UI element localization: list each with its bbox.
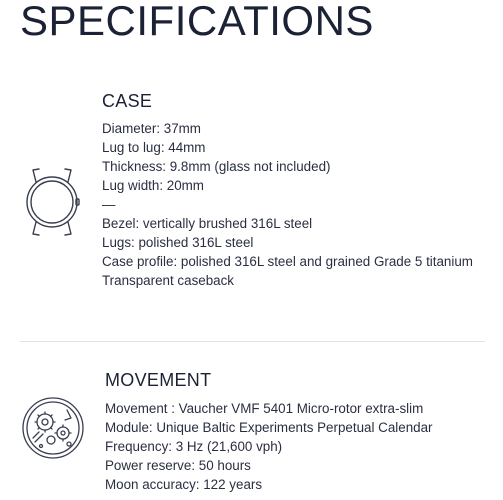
movement-spec-list: [105, 399, 495, 494]
list-item: Moon accuracy: 122 years: [105, 477, 263, 492]
movement-heading: MOVEMENT: [105, 370, 212, 390]
list-item: Movement : Vaucher VMF 5401 Micro-rotor extra-slim: [105, 401, 424, 416]
watch-case-icon: [24, 166, 80, 238]
case-section: [0, 86, 503, 346]
list-item: Thickness: 9.8mm (glass not included): [102, 159, 331, 174]
movement-section: [0, 366, 503, 500]
case-spec-list: [102, 119, 482, 290]
page-title: SPECIFICATIONS: [20, 0, 374, 44]
list-item: Frequency: 3 Hz (21,600 vph): [105, 439, 283, 454]
list-item: Module: Unique Baltic Experiments Perpetual Calendar: [105, 420, 433, 435]
movement-gears-icon: [21, 396, 85, 460]
list-item: Case profile: polished 316L steel and grained Grade 5 titanium: [102, 254, 473, 269]
list-item: Diameter: 37mm: [102, 121, 201, 136]
list-separator: —: [102, 197, 116, 212]
case-heading: CASE: [102, 91, 153, 111]
list-item: Lugs: polished 316L steel: [102, 235, 254, 250]
list-item: Lug to lug: 44mm: [102, 140, 206, 155]
section-divider: [20, 341, 485, 342]
list-item: Lug width: 20mm: [102, 178, 204, 193]
list-item: Bezel: vertically brushed 316L steel: [102, 216, 313, 231]
list-item: Transparent caseback: [102, 273, 234, 288]
list-item: Power reserve: 50 hours: [105, 458, 251, 473]
